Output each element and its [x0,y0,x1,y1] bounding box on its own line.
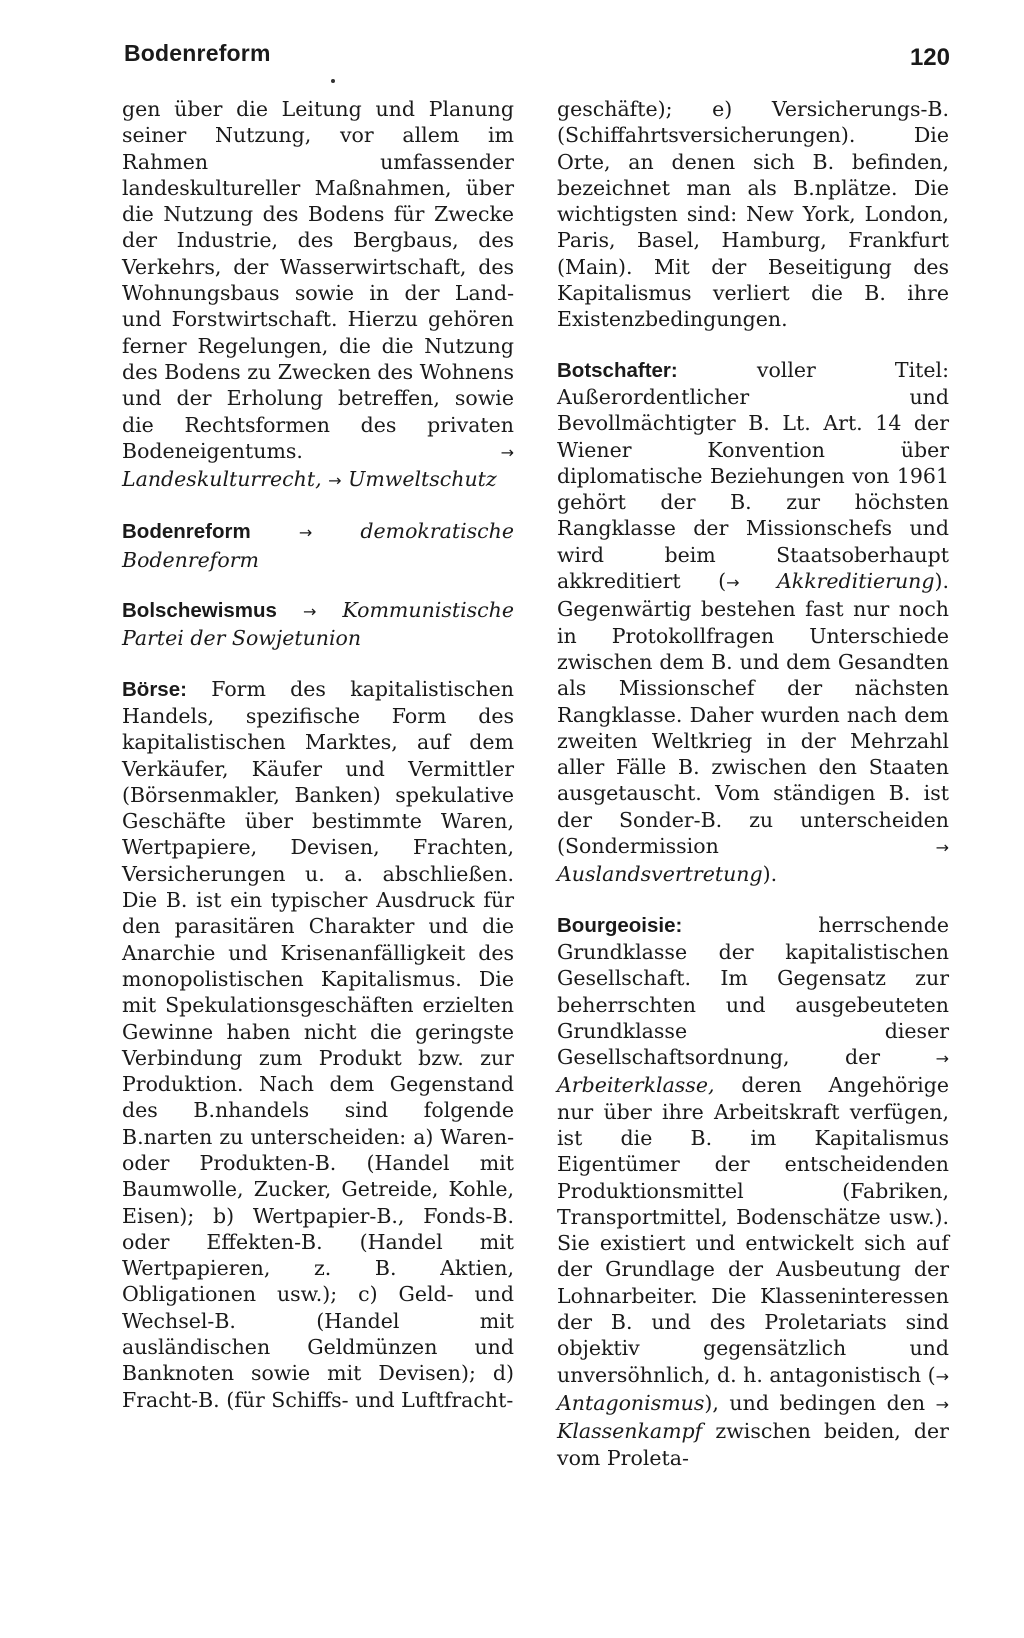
cross-reference-arrow-icon: → [935,838,949,858]
entry-botschafter [557,357,949,888]
entry-bourgeoisie [557,912,949,1471]
cross-reference-arrow-icon: → [298,523,313,543]
cross-reference-arrow-icon: → [302,602,317,622]
entry-text: ). [762,862,778,887]
entry-text: herrschende Grundklasse der kapitalistischen Gesellschaft. Im Gegensatz zur beherrschten und ausgebeuteten Grundklasse dieser Gesellschaftsordnung, der [557,912,949,1070]
cross-reference-arrow-icon: → [500,442,514,462]
entry-text: ), und bedingen den [704,1390,926,1415]
cross-reference-link[interactable]: demokratische Bodenreform [122,519,514,572]
cross-reference-link[interactable]: Kommunistische Partei der Sowjetunion [122,598,514,651]
running-header-title: Bodenreform [124,40,271,66]
entry-text: voller Titel: Außerordentlicher und Bevollmächtigter B. Lt. Art. 14 der Wiener Konvention über diplomatische Beziehungen von 1961 gehört der B. zur höchsten Rangklasse der Missionschefs und wird beim Staatsoberhaupt akkreditiert ( [557,357,949,594]
cross-reference-arrow-icon: → [328,471,342,491]
entry-continuation-left [122,96,514,494]
cross-reference-arrow-icon: → [726,573,740,593]
entry-continuation-right [557,96,949,333]
entry-headword: Bodenreform [122,520,251,544]
entry-text: gen über die Leitung und Planung seiner Nutzung, vor allem im Rahmen umfassender landeskultureller Maßnahmen, über die Nutzung des Bodens für Zwecke der Industrie, des Bergbaus, des Verkehrs, der Wasserwirtschaft, des Wohnungsbaus sowie in der Land- und Forstwirtschaft. Hierzu gehören ferner Regelungen, die die Nutzung des Bodens zu Zwecken des Wohnens und der Erholung betreffen, sowie die Rechtsformen des privaten Bodeneigentums. [122,97,514,463]
print-speck [331,79,335,83]
entry-text: ). Gegenwärtig bestehen fast nur noch in Protokollfragen Unterschiede zwischen dem B. und dem Gesandten als Missionschef der nächsten Rangklasse. Daher wurden nach dem zweiten Weltkrieg in der Mehrzahl aller Fälle B. zwischen den Staaten ausgetauscht. Vom ständigen B. ist der Sonder-B. zu unterscheiden (Sondermission [557,569,949,859]
right-column [557,96,949,1471]
entry-headword: Botschafter: [557,358,678,382]
entry-bolschewismus [122,597,514,652]
cross-reference-link[interactable]: Akkreditierung [776,569,935,594]
cross-reference-link[interactable]: Arbeiterklasse, [557,1073,715,1098]
cross-reference-link[interactable]: Klassenkampf [557,1419,703,1444]
entry-text: zwischen beiden, der vom Proleta- [557,1419,949,1470]
cross-reference-arrow-icon: → [935,1366,949,1386]
entry-headword: Bolschewismus [122,599,277,623]
cross-reference-link[interactable]: Auslandsvertretung [557,862,763,887]
entry-headword: Bourgeoisie: [557,913,683,937]
cross-reference-link[interactable]: Antagonismus [557,1390,705,1415]
cross-reference-arrow-icon: → [935,1394,949,1414]
entry-text: deren Angehörige nur über ihre Arbeitskraft verfügen, ist die B. im Kapitalismus Eigentümer der entscheidenden Produktionsmittel (Fabriken, Transportmittel, Bodenschätze usw.). Sie existiert und entwickelt sich auf der Grundlage der Ausbeutung der Lohnarbeiter. Die Klasseninteressen der B. und des Proletariats sind objektiv gegensätzlich und unversöhnlich, d. h. antagonistisch ( [557,1073,949,1387]
left-column [122,96,514,1413]
cross-reference-link[interactable]: Landeskulturrecht, [122,467,322,492]
entry-text: geschäfte); e) Versicherungs-B. (Schiffahrtsversicherungen). Die Orte, an denen sich B. befinden, bezeichnet man als B.nplätze. Die wichtigsten sind: New York, London, Paris, Basel, Hamburg, Frankfurt (Main). Mit der Beseitigung des Kapitalismus verliert die B. ihre Existenzbedingungen. [557,97,949,332]
entry-text: Form des kapitalistischen Handels, spezifische Form des kapitalistischen Marktes, auf dem Verkäufer, Käufer und Vermittler (Börsenmakler, Banken) spekulative Geschäfte über bestimmte Waren, Wertpapiere, Devisen, Frachten, Versicherungen u. a. abschließen. Die B. ist ein typischer Ausdruck für den parasitären Charakter und die Anarchie und Krisenanfälligkeit des monopolistischen Kapitalismus. Die mit Spekulationsgeschäften erzielten Gewinne haben nicht die geringste Verbindung zum Produkt bzw. zur Produktion. Nach dem Gegenstand des B.nhandels sind folgende B.narten zu unterscheiden: a) Waren- oder Produkten-B. (Handel mit Baumwolle, Zucker, Getreide, Kohle, Eisen); b) Wertpapier-B., Fonds-B. oder Effekten-B. (Handel mit Wertpapieren, z. B. Aktien, Obligationen usw.); c) Geld- und Wechsel-B. (Handel mit ausländischen Geldmünzen und Banknoten sowie mit Devisen); d) Fracht-B. (für Schiffs- und Luftfracht- [122,676,514,1412]
page-number: 120 [909,44,950,71]
entry-boerse [122,676,514,1413]
cross-reference-link[interactable]: Umweltschutz [348,467,497,492]
entry-headword: Börse: [122,677,187,701]
cross-reference-arrow-icon: → [935,1049,949,1069]
entry-bodenreform [122,518,514,573]
